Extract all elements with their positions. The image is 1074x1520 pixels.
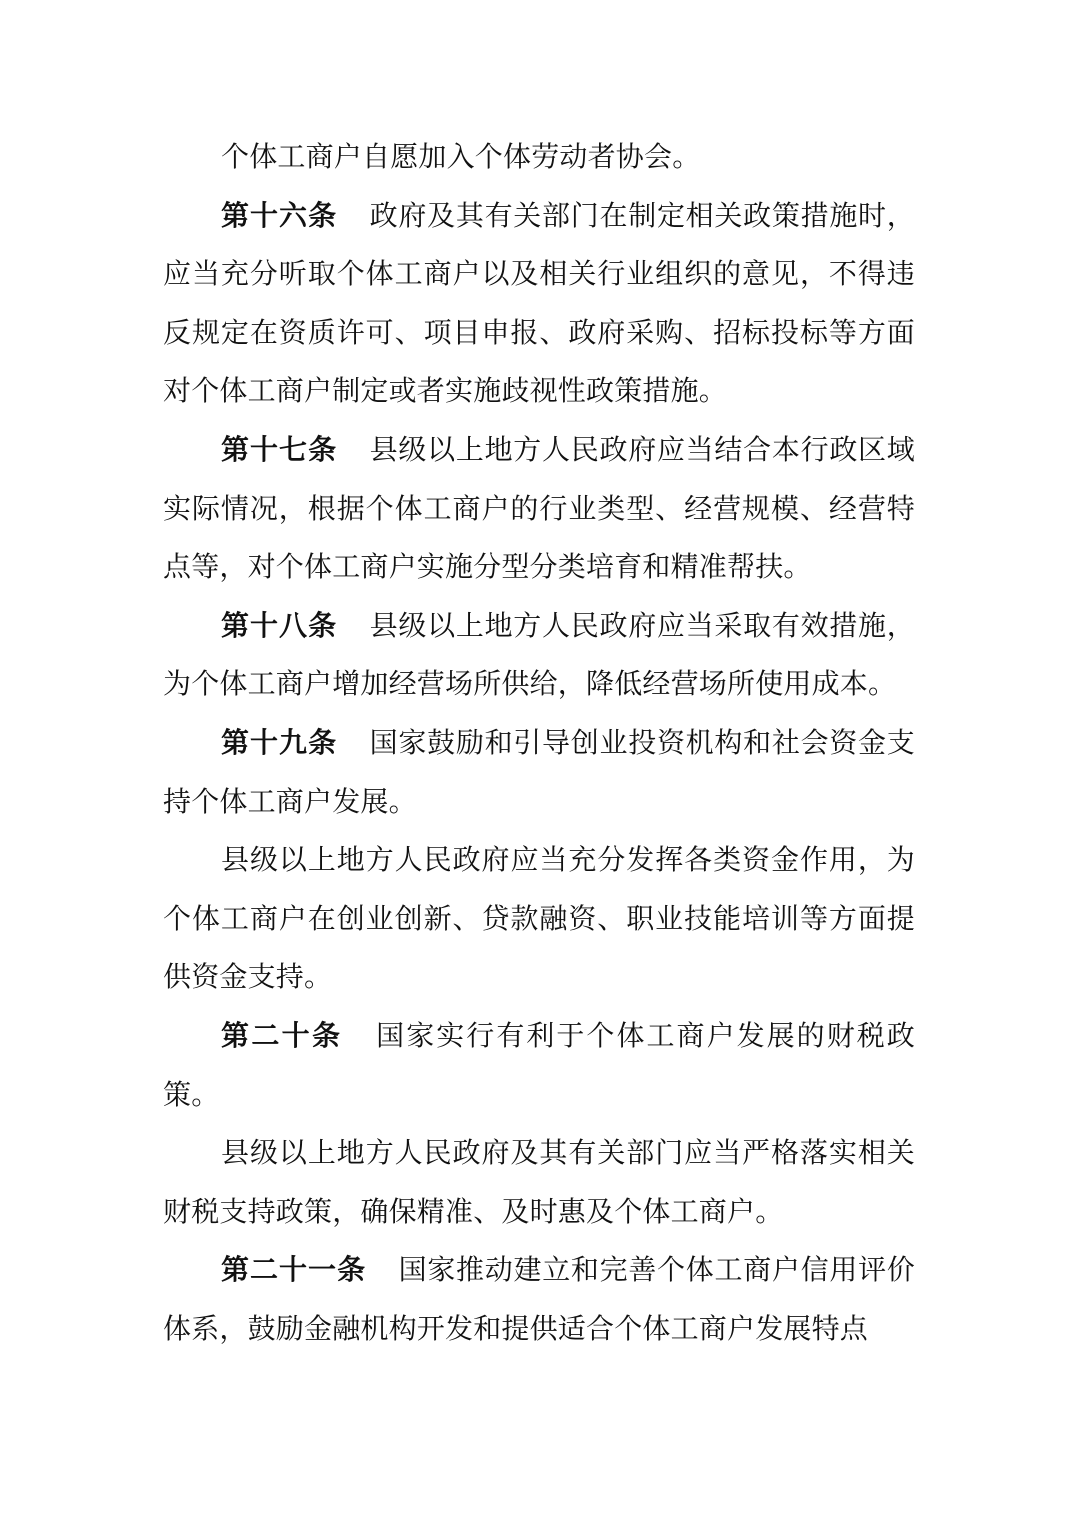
paragraph-article-18 [163,597,915,714]
paragraph-text: 县级以上地方人民政府应当充分发挥各类资金作用，为个体工商户在创业创新、贷款融资、职业技能培训等方面提供资金支持。 [163,843,915,994]
paragraph-article-19 [163,714,915,831]
article-number: 第十八条 [221,608,338,642]
paragraph-article-20-clause-2 [163,1124,915,1241]
document-body [163,128,915,1358]
paragraph-article-20 [163,1007,915,1124]
paragraph-1 [163,128,915,187]
article-number: 第十九条 [221,725,338,759]
paragraph-text: 政府及其有关部门在制定相关政策措施时，应当充分听取个体工商户以及相关行业组织的意见，不得违反规定在资质许可、项目申报、政府采购、招标投标等方面对个体工商户制定或者实施歧视性政策措施。 [163,198,915,408]
paragraph-text: 县级以上地方人民政府应当采取有效措施，为个体工商户增加经营场所供给，降低经营场所使用成本。 [163,608,915,701]
paragraph-text: 国家鼓励和引导创业投资机构和社会资金支持个体工商户发展。 [163,725,915,818]
paragraph-text: 县级以上地方人民政府应当结合本行政区域实际情况，根据个体工商户的行业类型、经营规模、经营特点等，对个体工商户实施分型分类培育和精准帮扶。 [163,432,915,584]
article-number: 第二十一条 [221,1253,367,1287]
paragraph-text: 个体工商户自愿加入个体劳动者协会。 [221,140,701,173]
paragraph-text: 县级以上地方人民政府及其有关部门应当严格落实相关财税支持政策，确保精准、及时惠及个体工商户。 [163,1136,915,1228]
paragraph-article-17 [163,421,915,597]
paragraph-article-19-clause-2 [163,831,915,1007]
paragraph-text: 国家推动建立和完善个体工商户信用评价体系，鼓励金融机构开发和提供适合个体工商户发展特点 [163,1253,915,1345]
article-number: 第二十条 [221,1018,343,1052]
paragraph-article-21 [163,1241,915,1358]
paragraph-text: 国家实行有利于个体工商户发展的财税政策。 [163,1018,915,1111]
article-number: 第十六条 [221,198,338,232]
paragraph-article-16 [163,187,915,421]
article-number: 第十七条 [221,432,338,466]
